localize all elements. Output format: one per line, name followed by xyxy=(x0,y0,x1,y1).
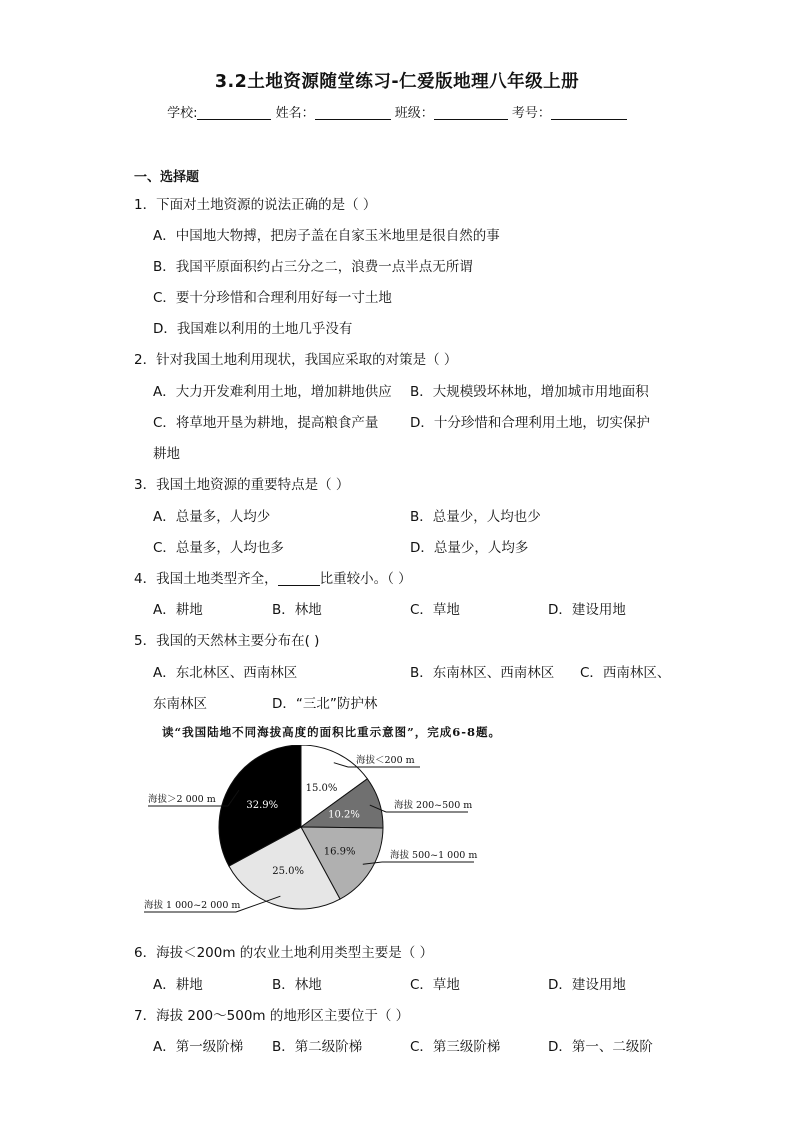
q2-option-c[interactable]: C．将草地开垦为耕地，提高粮食产量 xyxy=(153,415,379,431)
name-label: 姓名： xyxy=(275,106,315,121)
altitude-pie-chart xyxy=(140,745,500,925)
school-blank[interactable] xyxy=(197,105,271,120)
q1-option-d[interactable]: D．我国难以利用的土地几乎没有 xyxy=(153,321,353,337)
school-label: 学校: xyxy=(167,106,198,121)
q3-option-a[interactable]: A．总量多，人均少 xyxy=(153,509,271,525)
q1-option-c[interactable]: C．要十分珍惜和合理利用好每一寸土地 xyxy=(153,290,392,306)
q1-option-b[interactable]: B．我国平原面积约占三分之二，浪费一点半点无所谓 xyxy=(153,259,473,275)
q2-option-d-continued: 耕地 xyxy=(153,446,180,462)
pie-value-label-4: 32.9% xyxy=(246,799,279,811)
pie-value-label-0: 15.0% xyxy=(305,782,338,794)
q6-stem: 6．海拔＜200m 的农业土地利用类型主要是（ ） xyxy=(134,945,434,961)
pie-callout-line-2 xyxy=(363,862,474,864)
q5-stem: 5．我国的天然林主要分布在( ) xyxy=(134,633,320,649)
q7-option-a[interactable]: A．第一级阶梯 xyxy=(153,1039,244,1055)
q5-option-a[interactable]: A．东北林区、西南林区 xyxy=(153,665,298,681)
q7-option-c[interactable]: C．第三级阶梯 xyxy=(410,1039,501,1055)
q4-option-c[interactable]: C．草地 xyxy=(410,602,460,618)
q6-option-b[interactable]: B．林地 xyxy=(272,977,322,993)
q4-stem-post: 比重较小。（ ） xyxy=(319,571,412,587)
pie-category-label-0: 海拔＜200 m xyxy=(356,755,415,766)
q2-option-d[interactable]: D．十分珍惜和合理利用土地，切实保护 xyxy=(410,415,650,431)
q6-option-d[interactable]: D．建设用地 xyxy=(548,977,626,993)
q1-option-a[interactable]: A．中国地大物搏，把房子盖在自家玉米地里是很自然的事 xyxy=(153,228,500,244)
number-blank[interactable] xyxy=(551,105,627,120)
q5-option-c-continued: 东南林区 xyxy=(153,696,207,712)
q4-option-a[interactable]: A．耕地 xyxy=(153,602,203,618)
q4-option-d[interactable]: D．建设用地 xyxy=(548,602,626,618)
pie-category-label-2: 海拔 500~1 000 m xyxy=(390,850,478,861)
q2-stem: 2．针对我国土地利用现状，我国应采取的对策是（ ） xyxy=(134,352,458,368)
student-info-line xyxy=(0,102,794,121)
name-blank[interactable] xyxy=(315,105,391,120)
q2-option-b[interactable]: B．大规模毁坏林地，增加城市用地面积 xyxy=(410,384,649,400)
page-title: 3.2土地资源随堂练习-仁爱版地理八年级上册 xyxy=(214,72,580,92)
q2-option-a[interactable]: A．大力开发难利用土地，增加耕地供应 xyxy=(153,384,392,400)
class-label: 班级： xyxy=(394,106,434,121)
q5-option-d[interactable]: D．“三北”防护林 xyxy=(272,696,378,712)
q3-option-b[interactable]: B．总量少，人均也少 xyxy=(410,509,541,525)
q1-stem: 1．下面对土地资源的说法正确的是（ ） xyxy=(134,197,377,213)
number-label: 考号： xyxy=(511,106,551,121)
q7-option-b[interactable]: B．第二级阶梯 xyxy=(272,1039,363,1055)
chart-caption: 读“我国陆地不同海拔高度的面积比重示意图”，完成6-8题。 xyxy=(162,725,502,739)
q4-stem-pre: 4．我国土地类型齐全， xyxy=(134,571,278,587)
q5-option-b[interactable]: B．东南林区、西南林区 xyxy=(410,665,555,681)
q3-stem: 3．我国土地资源的重要特点是（ ） xyxy=(134,477,350,493)
q4-fill-blank[interactable] xyxy=(278,571,320,586)
q4-option-b[interactable]: B．林地 xyxy=(272,602,322,618)
q5-option-c[interactable]: C．西南林区、 xyxy=(580,665,671,681)
q7-stem: 7．海拔 200～500m 的地形区主要位于（ ） xyxy=(134,1008,410,1024)
pie-value-label-3: 25.0% xyxy=(272,866,304,878)
pie-value-label-1: 10.2% xyxy=(328,809,360,821)
q3-option-d[interactable]: D．总量少，人均多 xyxy=(410,540,529,556)
pie-category-label-1: 海拔 200~500 m xyxy=(394,800,473,811)
class-blank[interactable] xyxy=(434,105,508,120)
q4-stem xyxy=(134,567,412,587)
q3-option-c[interactable]: C．总量多，人均也多 xyxy=(153,540,284,556)
q6-option-c[interactable]: C．草地 xyxy=(410,977,460,993)
pie-category-label-4: 海拔＞2 000 m xyxy=(148,794,216,805)
section-heading: 一、选择题 xyxy=(134,170,200,185)
q6-option-a[interactable]: A．耕地 xyxy=(153,977,203,993)
pie-category-label-3: 海拔 1 000~2 000 m xyxy=(144,900,241,911)
q7-option-d[interactable]: D．第一、二级阶 xyxy=(548,1039,653,1055)
pie-value-label-2: 16.9% xyxy=(323,846,356,858)
